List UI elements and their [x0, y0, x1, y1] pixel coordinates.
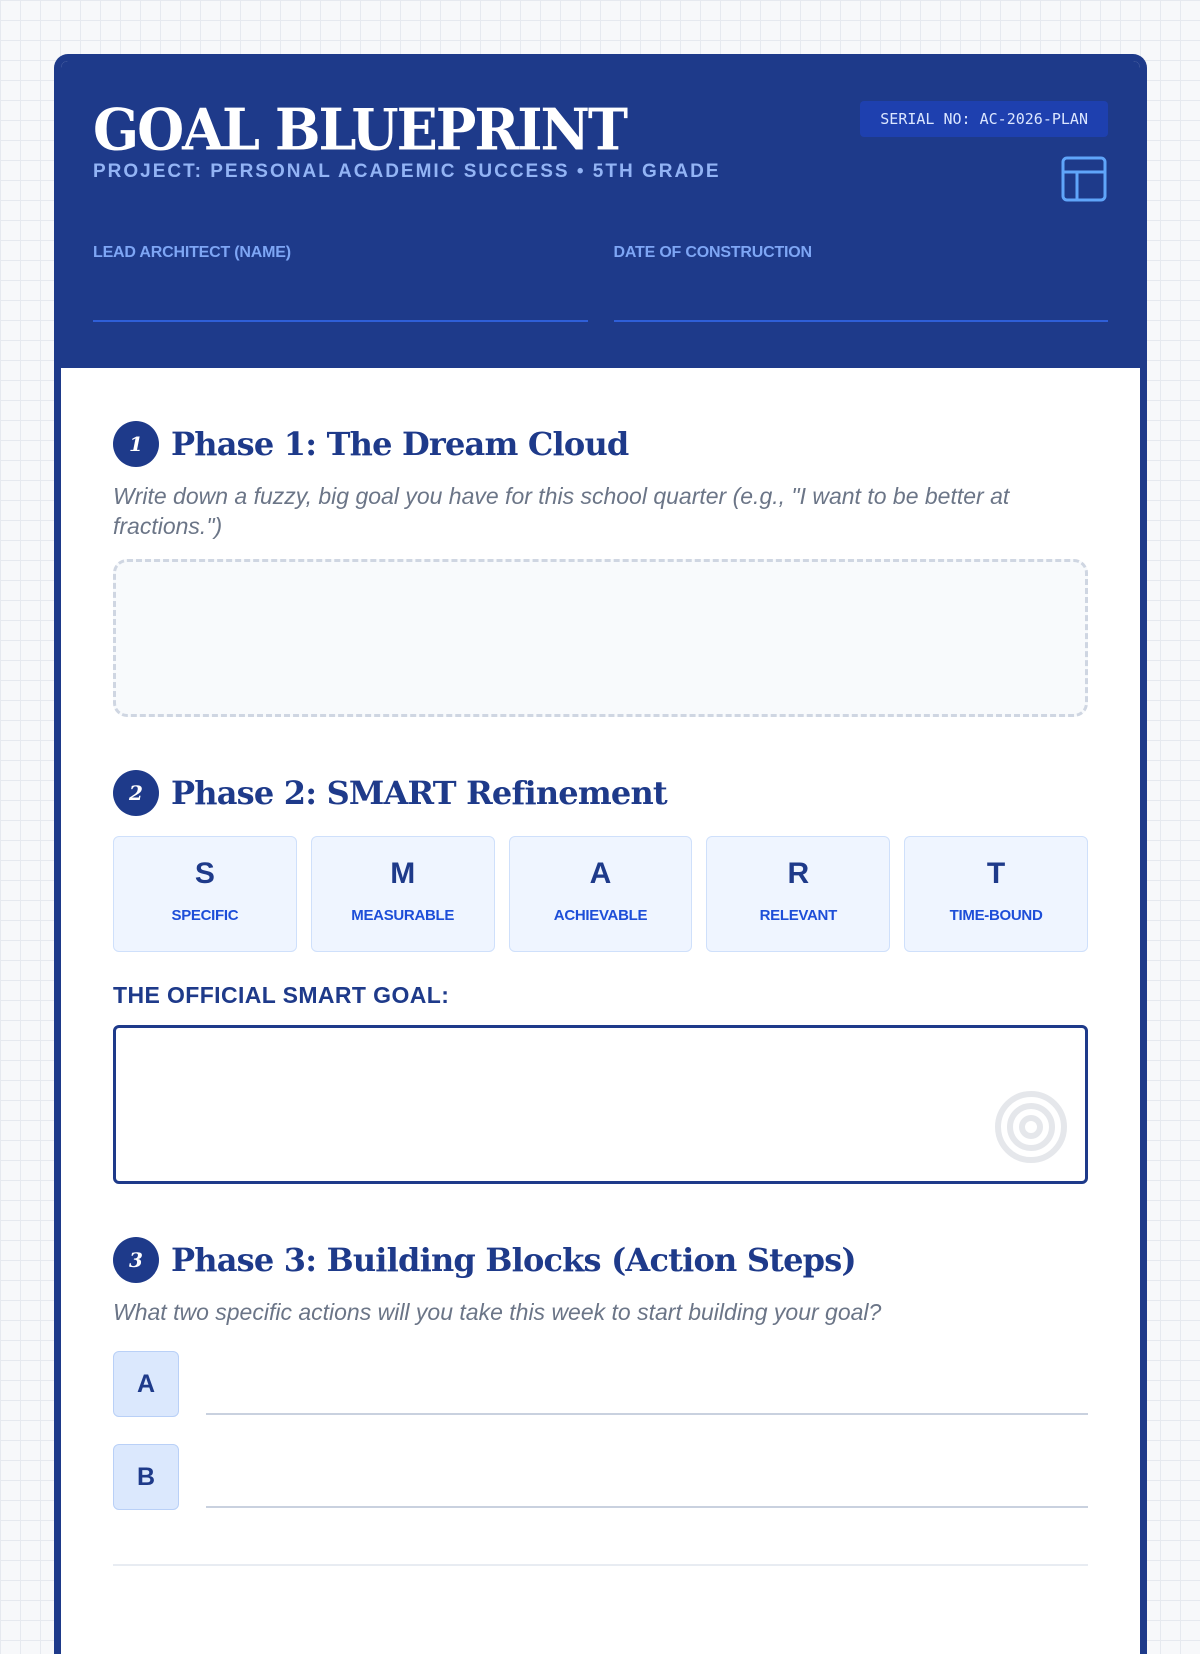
action-step-b: [113, 1444, 1088, 1510]
page-title: GOAL BLUEPRINT: [93, 95, 627, 163]
worksheet-body: [61, 421, 1140, 1566]
target-icon: [993, 1089, 1069, 1165]
smart-word: TIME-BOUND: [949, 907, 1043, 924]
phase-2-heading: [113, 770, 1088, 816]
date-field-label: DATE OF CONSTRUCTION: [613, 244, 812, 261]
date-input-line[interactable]: [614, 320, 1109, 322]
serial-badge: SERIAL NO: AC-2026-PLAN: [860, 101, 1108, 137]
phase-1-heading: [113, 421, 1088, 467]
smart-card-time-bound: [904, 836, 1088, 952]
smart-cards: [113, 836, 1088, 952]
smart-card-specific: [113, 836, 297, 952]
smart-goal-textbox[interactable]: [113, 1025, 1088, 1184]
step-b-label: B: [113, 1444, 179, 1510]
phase-3-title: Phase 3: Building Blocks (Action Steps): [171, 1241, 856, 1279]
name-field-label: LEAD ARCHITECT (NAME): [93, 244, 291, 261]
action-step-a: [113, 1351, 1088, 1417]
phase-3-hint: What two specific actions will you take this week to start building your goal?: [113, 1299, 882, 1325]
phase-3-number: 3: [113, 1237, 159, 1283]
blueprint-layout-icon: [1060, 155, 1108, 203]
header-fields: [93, 244, 1108, 322]
step-a-input-line[interactable]: [206, 1413, 1088, 1415]
worksheet: [54, 54, 1147, 1654]
smart-letter: R: [787, 857, 810, 890]
smart-letter: A: [589, 857, 612, 890]
phase-1-number: 1: [113, 421, 159, 467]
phase-1-hint: Write down a fuzzy, big goal you have for this school quarter (e.g., "I want to be better at fractions."): [113, 483, 1010, 539]
smart-card-achievable: [509, 836, 693, 952]
phase-2-number: 2: [113, 770, 159, 816]
smart-card-relevant: [706, 836, 890, 952]
phase-3-heading: [113, 1237, 1088, 1283]
smart-letter: M: [390, 857, 416, 890]
smart-goal-label: THE OFFICIAL SMART GOAL:: [113, 982, 450, 1008]
section-divider: [113, 1564, 1088, 1566]
smart-word: ACHIEVABLE: [553, 907, 648, 924]
page-subtitle: PROJECT: PERSONAL ACADEMIC SUCCESS • 5TH GRADE: [93, 161, 721, 182]
smart-word: SPECIFIC: [171, 907, 239, 924]
date-field[interactable]: [614, 244, 1109, 322]
header: [61, 61, 1140, 368]
smart-card-measurable: [311, 836, 495, 952]
phase-2-title: Phase 2: SMART Refinement: [171, 774, 667, 812]
name-input-line[interactable]: [93, 320, 588, 322]
phase-1-title: Phase 1: The Dream Cloud: [171, 425, 629, 463]
step-b-input-line[interactable]: [206, 1506, 1088, 1508]
smart-letter: S: [194, 857, 215, 890]
smart-word: MEASURABLE: [351, 907, 455, 924]
dream-cloud-textbox[interactable]: [113, 559, 1088, 717]
step-a-label: A: [113, 1351, 179, 1417]
smart-word: RELEVANT: [759, 907, 837, 924]
smart-letter: T: [986, 857, 1006, 890]
name-field[interactable]: [93, 244, 588, 322]
